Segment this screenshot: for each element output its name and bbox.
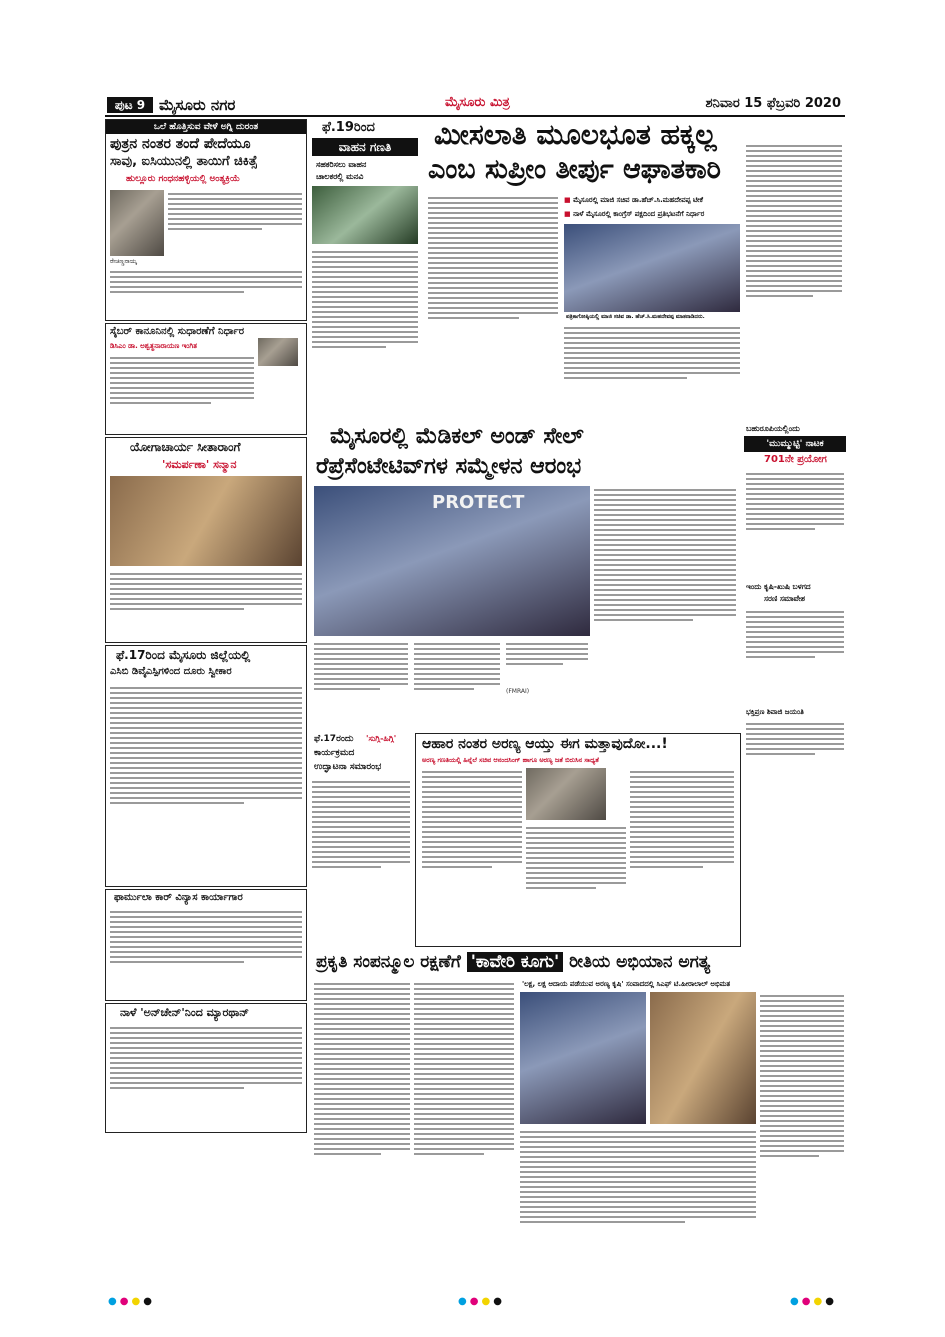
- lead-bullet: ■ ನಾಳೆ ಮೈಸೂರಲ್ಲಿ ಕಾಂಗ್ರೆಸ್ ಪಕ್ಷದಿಂದ ಪ್ರತಿಭಟನೆಗೆ ನಿರ್ಧಾರ: [564, 210, 704, 219]
- article-headline: ಭಕ್ತಿಪ್ರಣ ಶಿವಾಜಿ ಜಯಂತಿ: [746, 708, 804, 716]
- article-headline: ಆಹಾರ ನಂತರ ಅರಣ್ಯ ಆಯ್ತು ಈಗ ಮತ್ತಾವುದೋ...!: [422, 736, 668, 752]
- registration-marks: ●●●●: [790, 1296, 837, 1307]
- article-body-text: [564, 324, 740, 416]
- article-headline: ಸಾವು, ಐಸಿಯುನಲ್ಲಿ ತಾಯಿಗೆ ಚಿಕಿತ್ಸೆ: [110, 154, 258, 169]
- article-acb-complaints: [105, 645, 307, 887]
- photo-caption: ರೇಚಣ್ಣನಾಯ್ಕ: [110, 258, 137, 265]
- registration-marks: ●●●●: [108, 1296, 155, 1307]
- article-headline: ವಾಹನ ಗಣತಿ: [312, 138, 418, 156]
- press-meet-photo: [564, 224, 740, 312]
- article-body-text: [422, 768, 522, 942]
- headline-highlight: 'ಕಾವೇರಿ ಕೂಗು': [467, 952, 564, 972]
- minister-photo: [526, 768, 606, 820]
- article-body-text: [110, 268, 302, 316]
- article-kicker: ಫೆ.19ರಿಂದ: [322, 120, 375, 135]
- photo-caption: ಪತ್ರಿಕಾಗೋಷ್ಠಿಯಲ್ಲಿ ಮಾಜಿ ಸಚಿವ ಡಾ. ಹೆಚ್.ಸಿ.ಮಹದೇವಪ್ಪ ಮಾತನಾಡಿದರು.: [566, 314, 705, 320]
- article-subheadline: ಡಿಸಿಎಂ ಡಾ. ಅಶ್ವತ್ಥನಾರಾಯಣ ಇಂಗಿತ: [110, 342, 197, 350]
- article-headline: 'ಮುಮ್ಮುಟ್ಟಿ' ನಾಟಕ: [744, 436, 846, 452]
- seminar-hall-photo: [520, 992, 646, 1124]
- article-body-text: [630, 768, 734, 942]
- page-number-badge: ಪುಟ 9: [107, 97, 153, 113]
- lead-headline: ಎಂಬ ಸುಪ್ರೀಂ ತೀರ್ಪು ಆಘಾತಕಾರಿ: [428, 154, 721, 185]
- article-body-text: [312, 248, 418, 418]
- article-headline: ಫಾರ್ಮುಲಾ ಕಾರ್ ವಿನ್ಯಾಸ ಕಾರ್ಯಾಗಾರ: [114, 892, 243, 903]
- article-headline: ಸರಣಿ ಸಮಾವೇಶ: [764, 594, 806, 603]
- article-headline: ಕಾರ್ಯಕ್ರಮದ: [314, 748, 355, 758]
- masthead-brand: ಮೈಸೂರು ಮಿತ್ರ: [445, 95, 510, 110]
- article-body-text: [506, 640, 588, 686]
- article-headline: ಇಂದು ಕೃಷಿ-ಖುಷಿ ಬಳಗದ: [746, 582, 811, 591]
- article-subheadline: 'ಸಮರ್ಪಣಾ' ಸನ್ಮಾನ: [162, 458, 237, 471]
- article-body-text: [526, 824, 626, 942]
- article-headline: [316, 952, 710, 972]
- award-ceremony-photo: [110, 476, 302, 566]
- issue-date: ಶನಿವಾರ 15 ಫೆಬ್ರವರಿ 2020: [705, 96, 841, 111]
- article-headline: ಉದ್ಘಾಟನಾ ಸಮಾರಂಭ: [314, 762, 382, 772]
- article-tag: 'ಸುಗ್ಗಿ-ಹಿಗ್ಗಿ': [366, 734, 397, 743]
- article-headline: ನಾಳೆ 'ಅನ್‌ಚೇನ್'ನಿಂದ ಮ್ಯಾರಥಾನ್: [120, 1006, 249, 1019]
- banner-text: PROTECT: [432, 492, 525, 513]
- article-fire-accident: [105, 119, 307, 321]
- article-subheadline: ಚಾಲಕರಲ್ಲಿ ಮನವಿ: [316, 172, 364, 181]
- article-forest-census: [415, 733, 741, 947]
- article-kicker: ಒಲೆ ಹೊತ್ತಿಸುವ ವೇಳೆ ಅಗ್ನಿ ದುರಂತ: [106, 120, 306, 134]
- article-headline: ಫೆ.17ರಿಂದ ಮೈಸೂರು ಜಿಲ್ಲೆಯಲ್ಲಿ: [116, 648, 251, 662]
- article-body-text: [520, 1128, 756, 1298]
- article-cauvery-calling: [309, 951, 847, 1303]
- article-body-text: [428, 194, 558, 416]
- article-subheadline: ಅರಣ್ಯ ಗಣತಿಯಲ್ಲಿ ಹಿನ್ನೆಲೆ ಸಚಿವ ಆನಂದಸಿಂಗ್ ಹಾಗೂ ಅರಣ್ಯ ಜತೆ ಬಿರುಸಿನ ಸಾಧ್ಯತೆ: [422, 756, 599, 764]
- article-body-text: [312, 778, 410, 944]
- road-photo: [312, 186, 418, 244]
- article-body-text: [414, 640, 500, 726]
- section-name: ಮೈಸೂರು ನಗರ: [159, 96, 236, 114]
- conference-photo: [314, 486, 590, 636]
- article-yoga-award: [105, 437, 307, 643]
- org-abbreviation: (FMRAI): [506, 688, 530, 695]
- article-suggi-higgi: [309, 733, 413, 949]
- lead-headline: ಮೀಸಲಾತಿ ಮೂಲಭೂತ ಹಕ್ಕಲ್ಲ: [434, 118, 717, 151]
- article-body-text: [110, 1024, 302, 1128]
- article-kicker: ಫೆ.17ರಂದು: [314, 734, 354, 744]
- article-marathon: [105, 1003, 307, 1133]
- page-header: [105, 95, 845, 117]
- person-photo: [258, 338, 298, 366]
- article-vehicle-census: [309, 119, 421, 421]
- article-body-text: [760, 992, 844, 1298]
- lead-story-reservation: [423, 117, 847, 419]
- article-body-text: [594, 486, 736, 726]
- registration-marks: ●●●●: [458, 1296, 505, 1307]
- headline-part: ಪ್ರಕೃತಿ ಸಂಪನ್ಮೂಲ ರಕ್ಷಣೆಗೆ: [316, 952, 461, 972]
- article-formula-car: [105, 889, 307, 1001]
- headline-part: ರೀತಿಯ ಅಭಿಯಾನ ಅಗತ್ಯ: [569, 952, 711, 972]
- article-kicker: ಬಹುರೂಪಿಯಲ್ಲಿಂದು: [746, 424, 800, 433]
- article-subheadline: ಹುಲ್ಲೂರು ಗಂಧನಹಳ್ಳಿಯಲ್ಲಿ ಅಂತ್ಯಕ್ರಿಯೆ: [126, 174, 240, 184]
- article-body-text: [746, 470, 844, 580]
- article-subheadline: ಸಹಕರಿಸಲು ವಾಹನ: [316, 160, 367, 169]
- article-headline: ಪುತ್ರನ ನಂತರ ತಂದೆ ಪೇದೆಯೂ: [110, 136, 251, 152]
- article-body-text: [110, 354, 254, 430]
- article-body-text: [110, 684, 302, 882]
- article-body-text: [110, 570, 302, 638]
- article-headline: ರೆಪ್ರೆಸೆಂಟೇಟಿವ್‌ಗಳ ಸಮ್ಮೇಳನ ಆರಂಭ: [316, 454, 582, 479]
- article-headline: ಎಸಿಬಿ ಡಿವೈಎಸ್ಪಿಗಳಿಂದ ದೂರು ಸ್ವೀಕಾರ: [110, 666, 232, 677]
- article-subheadline: 'ಲಕ್ಷ, ಲಕ್ಷ ಆದಾಯ ಪಡೆಯುವ ಅರಣ್ಯ ಕೃಷಿ' ಸಂವಾದದಲ್ಲಿ ಸಿಎಫ್ ಟಿ.ಹೀರಾಲಾಲ್ ಅಭಿಮತ: [522, 980, 731, 988]
- article-mummutti-drama: [743, 423, 847, 789]
- article-cyber-law: [105, 323, 307, 435]
- article-body-text: [746, 142, 842, 416]
- article-body-text: [314, 980, 410, 1298]
- article-headline: ಯೋಗಾಚಾರ್ಯ ಸೀತಾರಾಂಗೆ: [130, 440, 241, 454]
- article-body-text: [110, 908, 302, 996]
- article-body-text: [168, 190, 302, 258]
- article-headline: ಮೈಸೂರಲ್ಲಿ ಮೆಡಿಕಲ್ ಅಂಡ್ ಸೇಲ್: [330, 424, 584, 449]
- lead-bullet: ■ ಮೈಸೂರಲ್ಲಿ ಮಾಜಿ ಸಚಿವ ಡಾ.ಹೆಚ್.ಸಿ.ಮಹದೇವಪ್ಪ ಟೀಕೆ: [564, 196, 703, 205]
- newspaper-page: [105, 95, 845, 1300]
- article-medical-reps: [309, 423, 741, 731]
- speaker-photo: [650, 992, 756, 1124]
- person-photo: [110, 190, 164, 256]
- article-body-text: [414, 980, 514, 1298]
- article-body-text: [314, 640, 408, 726]
- article-body-text: [746, 608, 844, 704]
- article-headline: ಸೈಬರ್ ಕಾನೂನಿನಲ್ಲಿ ಸುಧಾರಣೆಗೆ ನಿರ್ಧಾರ: [110, 326, 245, 337]
- article-subheadline: 701ನೇ ಪ್ರಯೋಗ: [764, 454, 827, 465]
- article-body-text: [746, 720, 844, 786]
